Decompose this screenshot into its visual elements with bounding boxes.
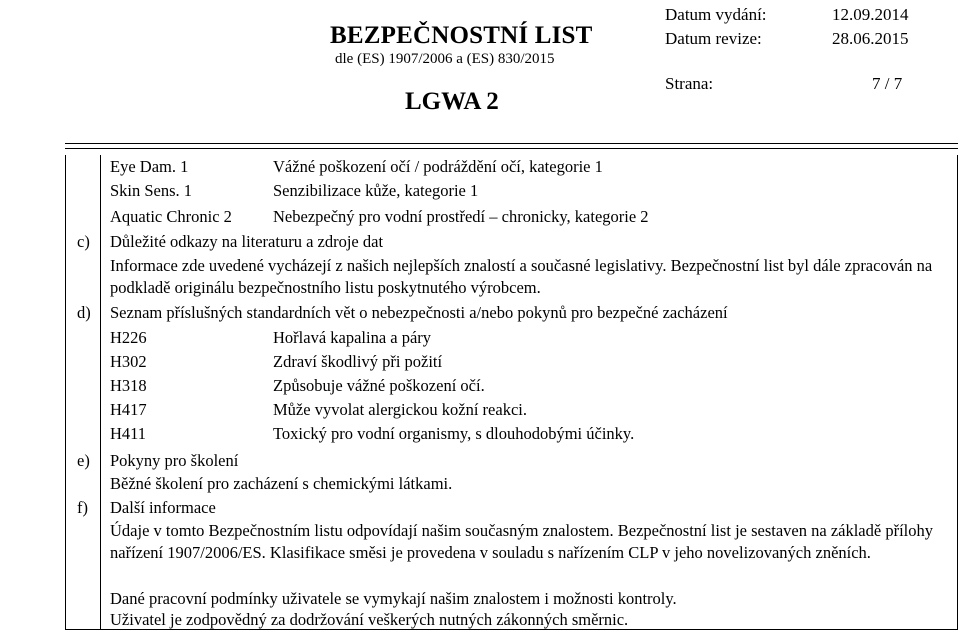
table-border-right bbox=[957, 155, 958, 630]
regulation-reference: dle (ES) 1907/2006 a (ES) 830/2015 bbox=[335, 51, 555, 67]
document-title: BEZPEČNOSTNÍ LIST bbox=[330, 22, 593, 49]
section-f-title: Další informace bbox=[110, 498, 216, 517]
h-statement-text: Způsobuje vážné poškození očí. bbox=[273, 376, 485, 395]
revision-date-label: Datum revize: bbox=[665, 29, 762, 48]
h-statement-code: H417 bbox=[110, 400, 147, 419]
hazard-class-text: Senzibilizace kůže, kategorie 1 bbox=[273, 181, 479, 200]
header-separator-top bbox=[65, 143, 958, 144]
h-statement-code: H318 bbox=[110, 376, 147, 395]
h-statement-code: H226 bbox=[110, 328, 147, 347]
table-border-bottom bbox=[65, 629, 958, 630]
section-f-body: Údaje v tomto Bezpečnostním listu odpovídají našim současným znalostem. Bezpečnostní list je sestaven na základě přílohy nařízení 1907/2006/ES. Klasifikace směsi je provedena v souladu s nařízením CLP v jeho novelizovaných zněních. bbox=[110, 521, 933, 562]
hazard-class-code: Aquatic Chronic 2 bbox=[110, 207, 232, 226]
section-f-note: Uživatel je zodpovědný za dodržování veškerých nutných zákonných směrnic. bbox=[110, 610, 629, 629]
product-name: LGWA 2 bbox=[405, 88, 499, 115]
header-separator-bottom bbox=[65, 148, 958, 149]
section-f-note: Dané pracovní podmínky uživatele se vymykají našim znalostem i možnosti kontroly. bbox=[110, 589, 677, 608]
hazard-class-text: Vážné poškození očí / podráždění očí, kategorie 1 bbox=[273, 157, 603, 176]
page-label: Strana: bbox=[665, 74, 714, 93]
h-statement-text: Hořlavá kapalina a páry bbox=[273, 328, 432, 347]
section-e-body: Běžné školení pro zacházení s chemickými látkami. bbox=[110, 474, 453, 493]
issue-date-label: Datum vydání: bbox=[665, 5, 767, 24]
hazard-class-code: Skin Sens. 1 bbox=[110, 181, 193, 200]
section-d-title: Seznam příslušných standardních vět o nebezpečnosti a/nebo pokynů pro bezpečné zacházení bbox=[110, 303, 728, 322]
section-c-letter: c) bbox=[77, 232, 90, 251]
issue-date-value: 12.09.2014 bbox=[832, 5, 909, 24]
h-statement-text: Toxický pro vodní organismy, s dlouhodobými účinky. bbox=[273, 424, 635, 443]
hazard-class-code: Eye Dam. 1 bbox=[110, 157, 189, 176]
revision-date-value: 28.06.2015 bbox=[832, 29, 909, 48]
section-e-title: Pokyny pro školení bbox=[110, 451, 239, 470]
h-statement-text: Může vyvolat alergickou kožní reakci. bbox=[273, 400, 527, 419]
section-f-letter: f) bbox=[77, 498, 88, 517]
table-column-divider bbox=[100, 155, 101, 630]
section-c-body: Informace zde uvedené vycházejí z našich nejlepších znalostí a současné legislativy. Bezpečnostní list byl dále zpracován na podkladě originálu bezpečnostního listu poskytnutého výrobcem. bbox=[110, 256, 933, 297]
h-statement-code: H411 bbox=[110, 424, 147, 443]
h-statement-code: H302 bbox=[110, 352, 147, 371]
page-number: 7 / 7 bbox=[872, 74, 903, 93]
hazard-class-text: Nebezpečný pro vodní prostředí – chronicky, kategorie 2 bbox=[273, 207, 649, 226]
section-c-title: Důležité odkazy na literaturu a zdroje dat bbox=[110, 232, 384, 251]
table-border-left bbox=[65, 155, 66, 630]
section-d-letter: d) bbox=[77, 303, 91, 322]
h-statement-text: Zdraví škodlivý při požití bbox=[273, 352, 443, 371]
section-e-letter: e) bbox=[77, 451, 90, 470]
